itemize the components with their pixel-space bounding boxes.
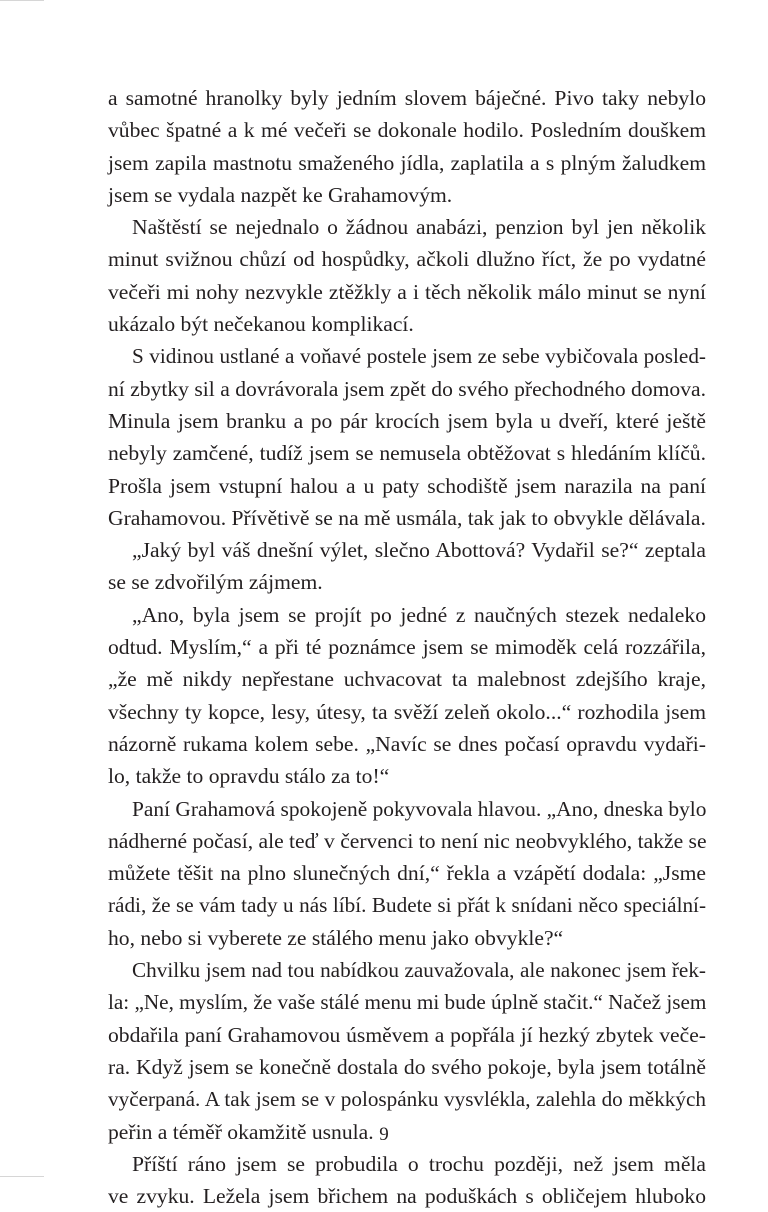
text-line: minut svižnou chůzí od hospůdky, ačkoli dlužno říct, že po vydatné [108,247,706,272]
text-line: můžete těšit na plno slunečných dní,“ řekla a vzápětí dodala: „Jsme [108,861,706,886]
crop-mark-bottom [0,1176,44,1177]
text-line: Grahamovou. Přívětivě se na mě usmála, tak jak to obvykle dělávala. [108,505,706,530]
text-line: rádi, že se vám tady u nás líbí. Budete si přát k snídani něco speciální- [108,893,706,918]
crop-mark-top [0,0,44,1]
page-number: 9 [379,1124,389,1145]
text-line: S vidinou ustlané a voňavé postele jsem ze sebe vybičovala posled- [132,344,706,369]
text-line: Prošla jsem vstupní halou a u paty schodiště jsem narazila na paní [108,473,706,498]
text-line: a samotné hranolky byly jedním slovem báječné. Pivo taky nebylo [108,86,706,110]
text-line: ra. Když jsem se konečně dostala do svého pokoje, byla jsem totálně [108,1054,706,1079]
text-line: ukázalo být nečekanou komplikací. [108,312,414,337]
text-line: „Ano, byla jsem se projít po jedné z naučných stezek nedaleko [132,602,706,627]
text-line: obdařila paní Grahamovou úsměvem a popřála jí hezký zbytek veče- [108,1022,706,1047]
text-line: ho, nebo si vyberete ze stálého menu jako obvykle?“ [108,925,564,950]
text-line: „že mě nikdy nepřestane uchvacovat ta malebnost zdejšího kraje, [108,667,706,692]
text-line: lo, takže to opravdu stálo za to!“ [108,764,390,789]
text-line: názorně rukama kolem sebe. „Navíc se dnes počasí opravdu vydaři- [108,731,706,756]
text-line: jsem zapila mastnotu smaženého jídla, zaplatila a s plným žaludkem [108,150,706,175]
text-line: vyčerpaná. A tak jsem se v polospánku vysvlékla, zalehla do měkkých [108,1087,706,1112]
text-line: ve zvyku. Ležela jsem břichem na poduškách s obličejem hluboko [108,1184,706,1209]
text-line: Minula jsem branku a po pár krocích jsem byla u dveří, které ještě [108,408,706,433]
text-line: „Jaký byl váš dnešní výlet, slečno Abottová? Vydařil se?“ zeptala [132,538,706,563]
text-line: odtud. Myslím,“ a při té poznámce jsem se mimoděk celá rozzářila, [108,635,706,660]
text-line: Příští ráno jsem se probudila o trochu později, než jsem měla [132,1151,706,1176]
text-line: nádherné počasí, ale teď v červenci to není nic neobvyklého, takže se [108,828,707,853]
text-line: vůbec špatné a k mé večeři se dokonale hodilo. Posledním douškem [108,118,706,143]
text-line: Naštěstí se nejednalo o žádnou anabázi, penzion byl jen několik [132,215,706,240]
text-line: jsem se vydala nazpět ke Grahamovým. [108,182,453,207]
text-line: večeři mi nohy nezvykle ztěžkly a i těch několik málo minut se nyní [108,279,706,304]
text-line: nebyly zamčené, tudíž jsem se nemusela obtěžovat s hledáním klíčů. [108,441,706,466]
text-line: se se zdvořilým zájmem. [108,570,323,595]
text-line: peřin a téměř okamžitě usnula. [108,1119,374,1144]
text-line: Paní Grahamová spokojeně pokyvovala hlavou. „Ano, dneska bylo [132,796,707,821]
text-line: la: „Ne, myslím, že vaše stálé menu mi bude úplně stačit.“ Načež jsem [108,990,707,1015]
body-text [108,82,706,1212]
text-line: všechny ty kopce, lesy, útesy, ta svěží zeleň okolo...“ rozhodila jsem [108,699,706,724]
text-line: ní zbytky sil a dovrávorala jsem zpět do svého přechodného domova. [108,376,706,401]
text-line: Chvilku jsem nad tou nabídkou zauvažovala, ale nakonec jsem řek- [132,958,706,983]
